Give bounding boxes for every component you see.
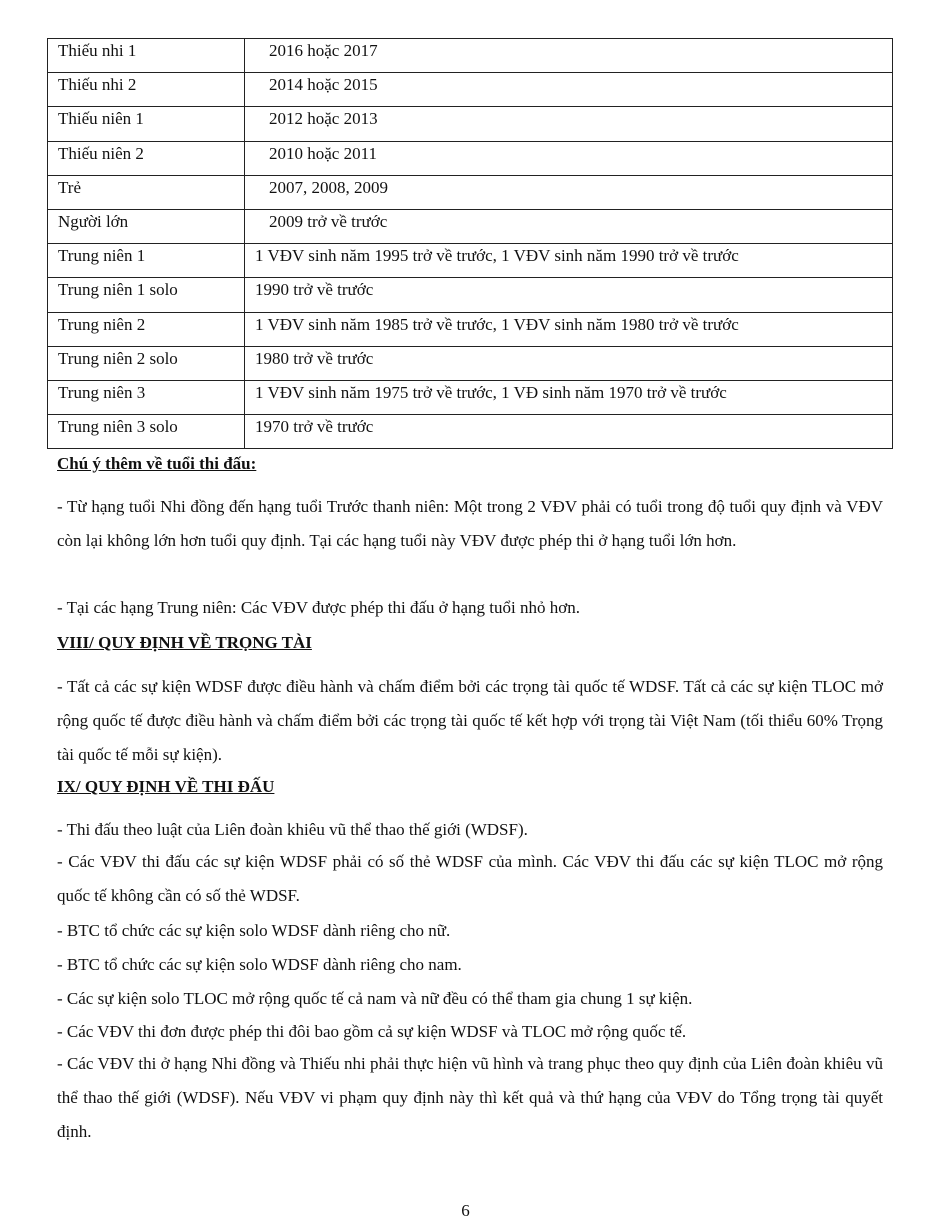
competition-rule: - Thi đấu theo luật của Liên đoàn khiêu vũ thể thao thế giới (WDSF). [57,820,528,839]
birth-years-cell: 2016 hoặc 2017 [245,39,893,73]
competition-rule: - Các VĐV thi ở hạng Nhi đồng và Thiếu nhi phải thực hiện vũ hình và trang phục theo quy định của Liên đoàn khiêu vũ thể thao thế giới (WDSF). Nếu VĐV vi phạm quy định này thì kết quả và thứ hạng của VĐV do Tổng trọng tài quyết định. [57,1054,883,1141]
table-row [48,312,893,346]
birth-years-cell: 1 VĐV sinh năm 1975 trở về trước, 1 VĐ sinh năm 1970 trở về trước [245,380,893,414]
category-cell: Thiếu niên 2 [48,141,245,175]
table-row [48,278,893,312]
birth-years-cell: 1980 trở về trước [245,346,893,380]
birth-years-cell: 2012 hoặc 2013 [245,107,893,141]
age-notes-paragraph: - Tại các hạng Trung niên: Các VĐV được phép thi đấu ở hạng tuổi nhỏ hơn. [57,598,580,617]
birth-years-cell: 2007, 2008, 2009 [245,175,893,209]
birth-years-cell: 2009 trở về trước [245,209,893,243]
category-cell: Trung niên 1 solo [48,278,245,312]
table-row [48,244,893,278]
section-heading-competition: IX/ QUY ĐỊNH VỀ THI ĐẤU [57,777,275,796]
birth-years-cell: 1990 trở về trước [245,278,893,312]
age-notes-heading: Chú ý thêm về tuổi thi đấu: [57,454,257,473]
table-row [48,380,893,414]
section-heading-referees: VIII/ QUY ĐỊNH VỀ TRỌNG TÀI [57,633,312,652]
category-cell: Trung niên 1 [48,244,245,278]
category-cell: Trung niên 2 solo [48,346,245,380]
referees-paragraph: - Tất cả các sự kiện WDSF được điều hành và chấm điểm bởi các trọng tài quốc tế WDSF. Tất cả các sự kiện TLOC mở rộng quốc tế được điều hành và chấm điểm bởi các trọng tài quốc tế kết hợp với trọng tài Việt Nam (tối thiểu 60% Trọng tài quốc tế mỗi sự kiện). [57,677,883,764]
table-row [48,39,893,73]
age-notes-paragraph: - Từ hạng tuổi Nhi đồng đến hạng tuổi Trước thanh niên: Một trong 2 VĐV phải có tuổi trong độ tuổi quy định và VĐV còn lại không lớn hơn tuổi quy định. Tại các hạng tuổi này VĐV được phép thi ở hạng tuổi lớn hơn. [57,497,883,550]
competition-rule: - BTC tổ chức các sự kiện solo WDSF dành riêng cho nam. [57,955,462,974]
age-category-table [47,38,893,449]
category-cell: Thiếu nhi 2 [48,73,245,107]
table-row [48,175,893,209]
category-cell: Trẻ [48,175,245,209]
table-row [48,415,893,449]
table-row [48,107,893,141]
table-row [48,346,893,380]
competition-rule: - Các VĐV thi đơn được phép thi đôi bao gồm cả sự kiện WDSF và TLOC mở rộng quốc tế. [57,1022,687,1041]
table-row [48,73,893,107]
category-cell: Người lớn [48,209,245,243]
table-row [48,209,893,243]
category-cell: Trung niên 3 solo [48,415,245,449]
competition-rule: - Các sự kiện solo TLOC mở rộng quốc tế cả nam và nữ đều có thể tham gia chung 1 sự kiện. [57,989,693,1008]
birth-years-cell: 2014 hoặc 2015 [245,73,893,107]
birth-years-cell: 1 VĐV sinh năm 1995 trở về trước, 1 VĐV sinh năm 1990 trở về trước [245,244,893,278]
category-cell: Thiếu niên 1 [48,107,245,141]
competition-rule: - BTC tổ chức các sự kiện solo WDSF dành riêng cho nữ. [57,921,451,940]
birth-years-cell: 2010 hoặc 2011 [245,141,893,175]
category-cell: Thiếu nhi 1 [48,39,245,73]
category-cell: Trung niên 2 [48,312,245,346]
birth-years-cell: 1 VĐV sinh năm 1985 trở về trước, 1 VĐV sinh năm 1980 trở về trước [245,312,893,346]
page-number: 6 [461,1201,470,1220]
birth-years-cell: 1970 trở về trước [245,415,893,449]
competition-rule: - Các VĐV thi đấu các sự kiện WDSF phải có số thẻ WDSF của mình. Các VĐV thi đấu các sự kiện TLOC mở rộng quốc tế không cần có số thẻ WDSF. [57,852,883,905]
category-cell: Trung niên 3 [48,380,245,414]
table-row [48,141,893,175]
